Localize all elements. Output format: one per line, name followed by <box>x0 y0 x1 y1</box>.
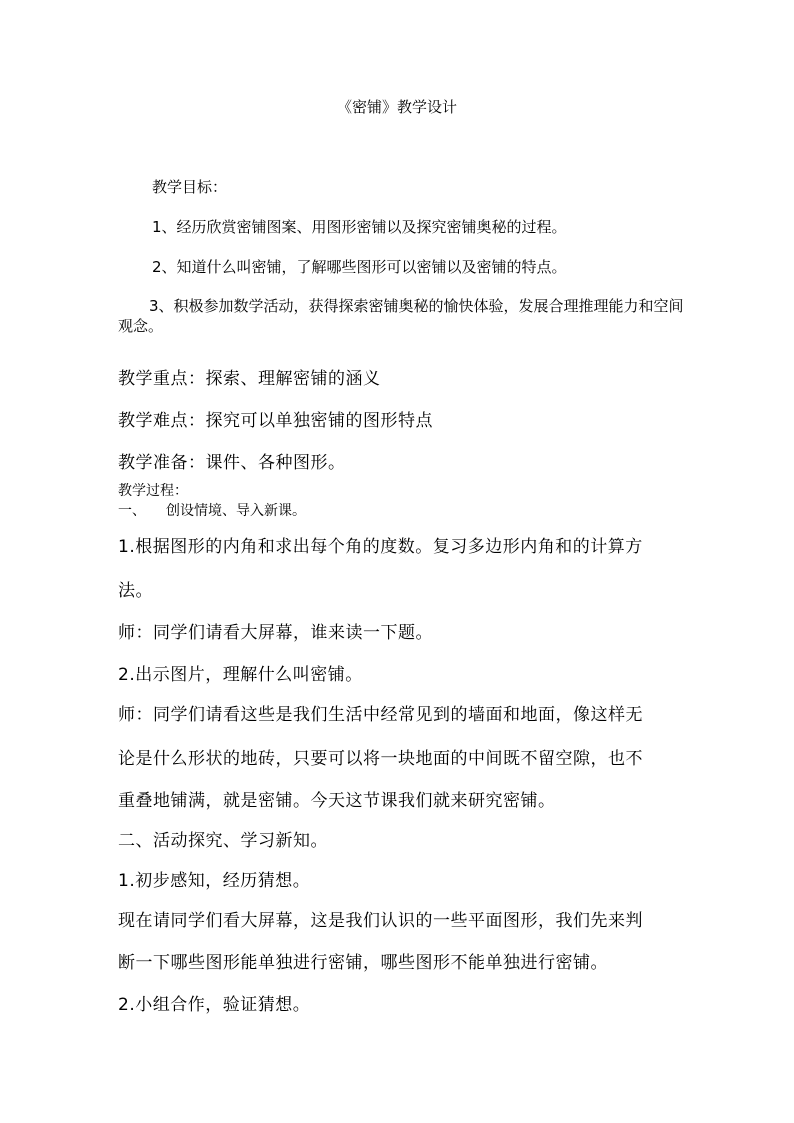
paragraph-2: 2.出示图片，理解什么叫密铺。 <box>118 665 363 685</box>
section-1-title: 创设情境、导入新课。 <box>166 503 306 519</box>
paragraph-1-line-2: 法。 <box>118 581 153 601</box>
teacher-line-1: 师：同学们请看大屏幕，谁来读一下题。 <box>118 623 433 643</box>
step-2-heading: 2.小组合作，验证猜想。 <box>118 995 311 1015</box>
preparation: 教学准备：课件、各种图形。 <box>118 453 346 473</box>
step-1-heading: 1.初步感知，经历猜想。 <box>118 871 311 891</box>
teacher-2-line-3: 重叠地铺满，就是密铺。今天这节课我们就来研究密铺。 <box>118 791 556 811</box>
step-1-line-1: 现在请同学们看大屏幕，这是我们认识的一些平面图形，我们先来判 <box>118 911 643 931</box>
teacher-2-line-2: 论是什么形状的地砖，只要可以将一块地面的中间既不留空隙，也不 <box>118 749 643 769</box>
difficult-point: 教学难点：探究可以单独密铺的图形特点 <box>118 411 433 431</box>
teacher-2-line-1: 师：同学们请看这些是我们生活中经常见到的墙面和地面，像这样无 <box>118 705 643 725</box>
section-1-heading <box>118 500 306 520</box>
objectives-heading: 教学目标： <box>152 178 228 196</box>
objective-item-2: 2、知道什么叫密铺，了解哪些图形可以密铺以及密铺的特点。 <box>152 258 567 276</box>
objective-item-1: 1、经历欣赏密铺图案、用图形密铺以及探究密铺奥秘的过程。 <box>152 218 567 236</box>
section-2-heading: 二、活动探究、学习新知。 <box>118 831 328 851</box>
document-title: 《密铺》教学设计 <box>336 98 457 116</box>
step-1-line-2: 断一下哪些图形能单独进行密铺，哪些图形不能单独进行密铺。 <box>118 953 608 973</box>
objective-item-3: 3、积极参加数学活动，获得探索密铺奥秘的愉快体验，发展合理推理能力和空间观念。 <box>118 297 684 335</box>
key-point: 教学重点：探索、理解密铺的涵义 <box>118 369 381 389</box>
section-1-number: 一、 <box>118 503 146 519</box>
paragraph-1-line-1: 1.根据图形的内角和求出每个角的度数。复习多边形内角和的计算方 <box>118 537 643 557</box>
process-heading: 教学过程： <box>118 483 188 499</box>
